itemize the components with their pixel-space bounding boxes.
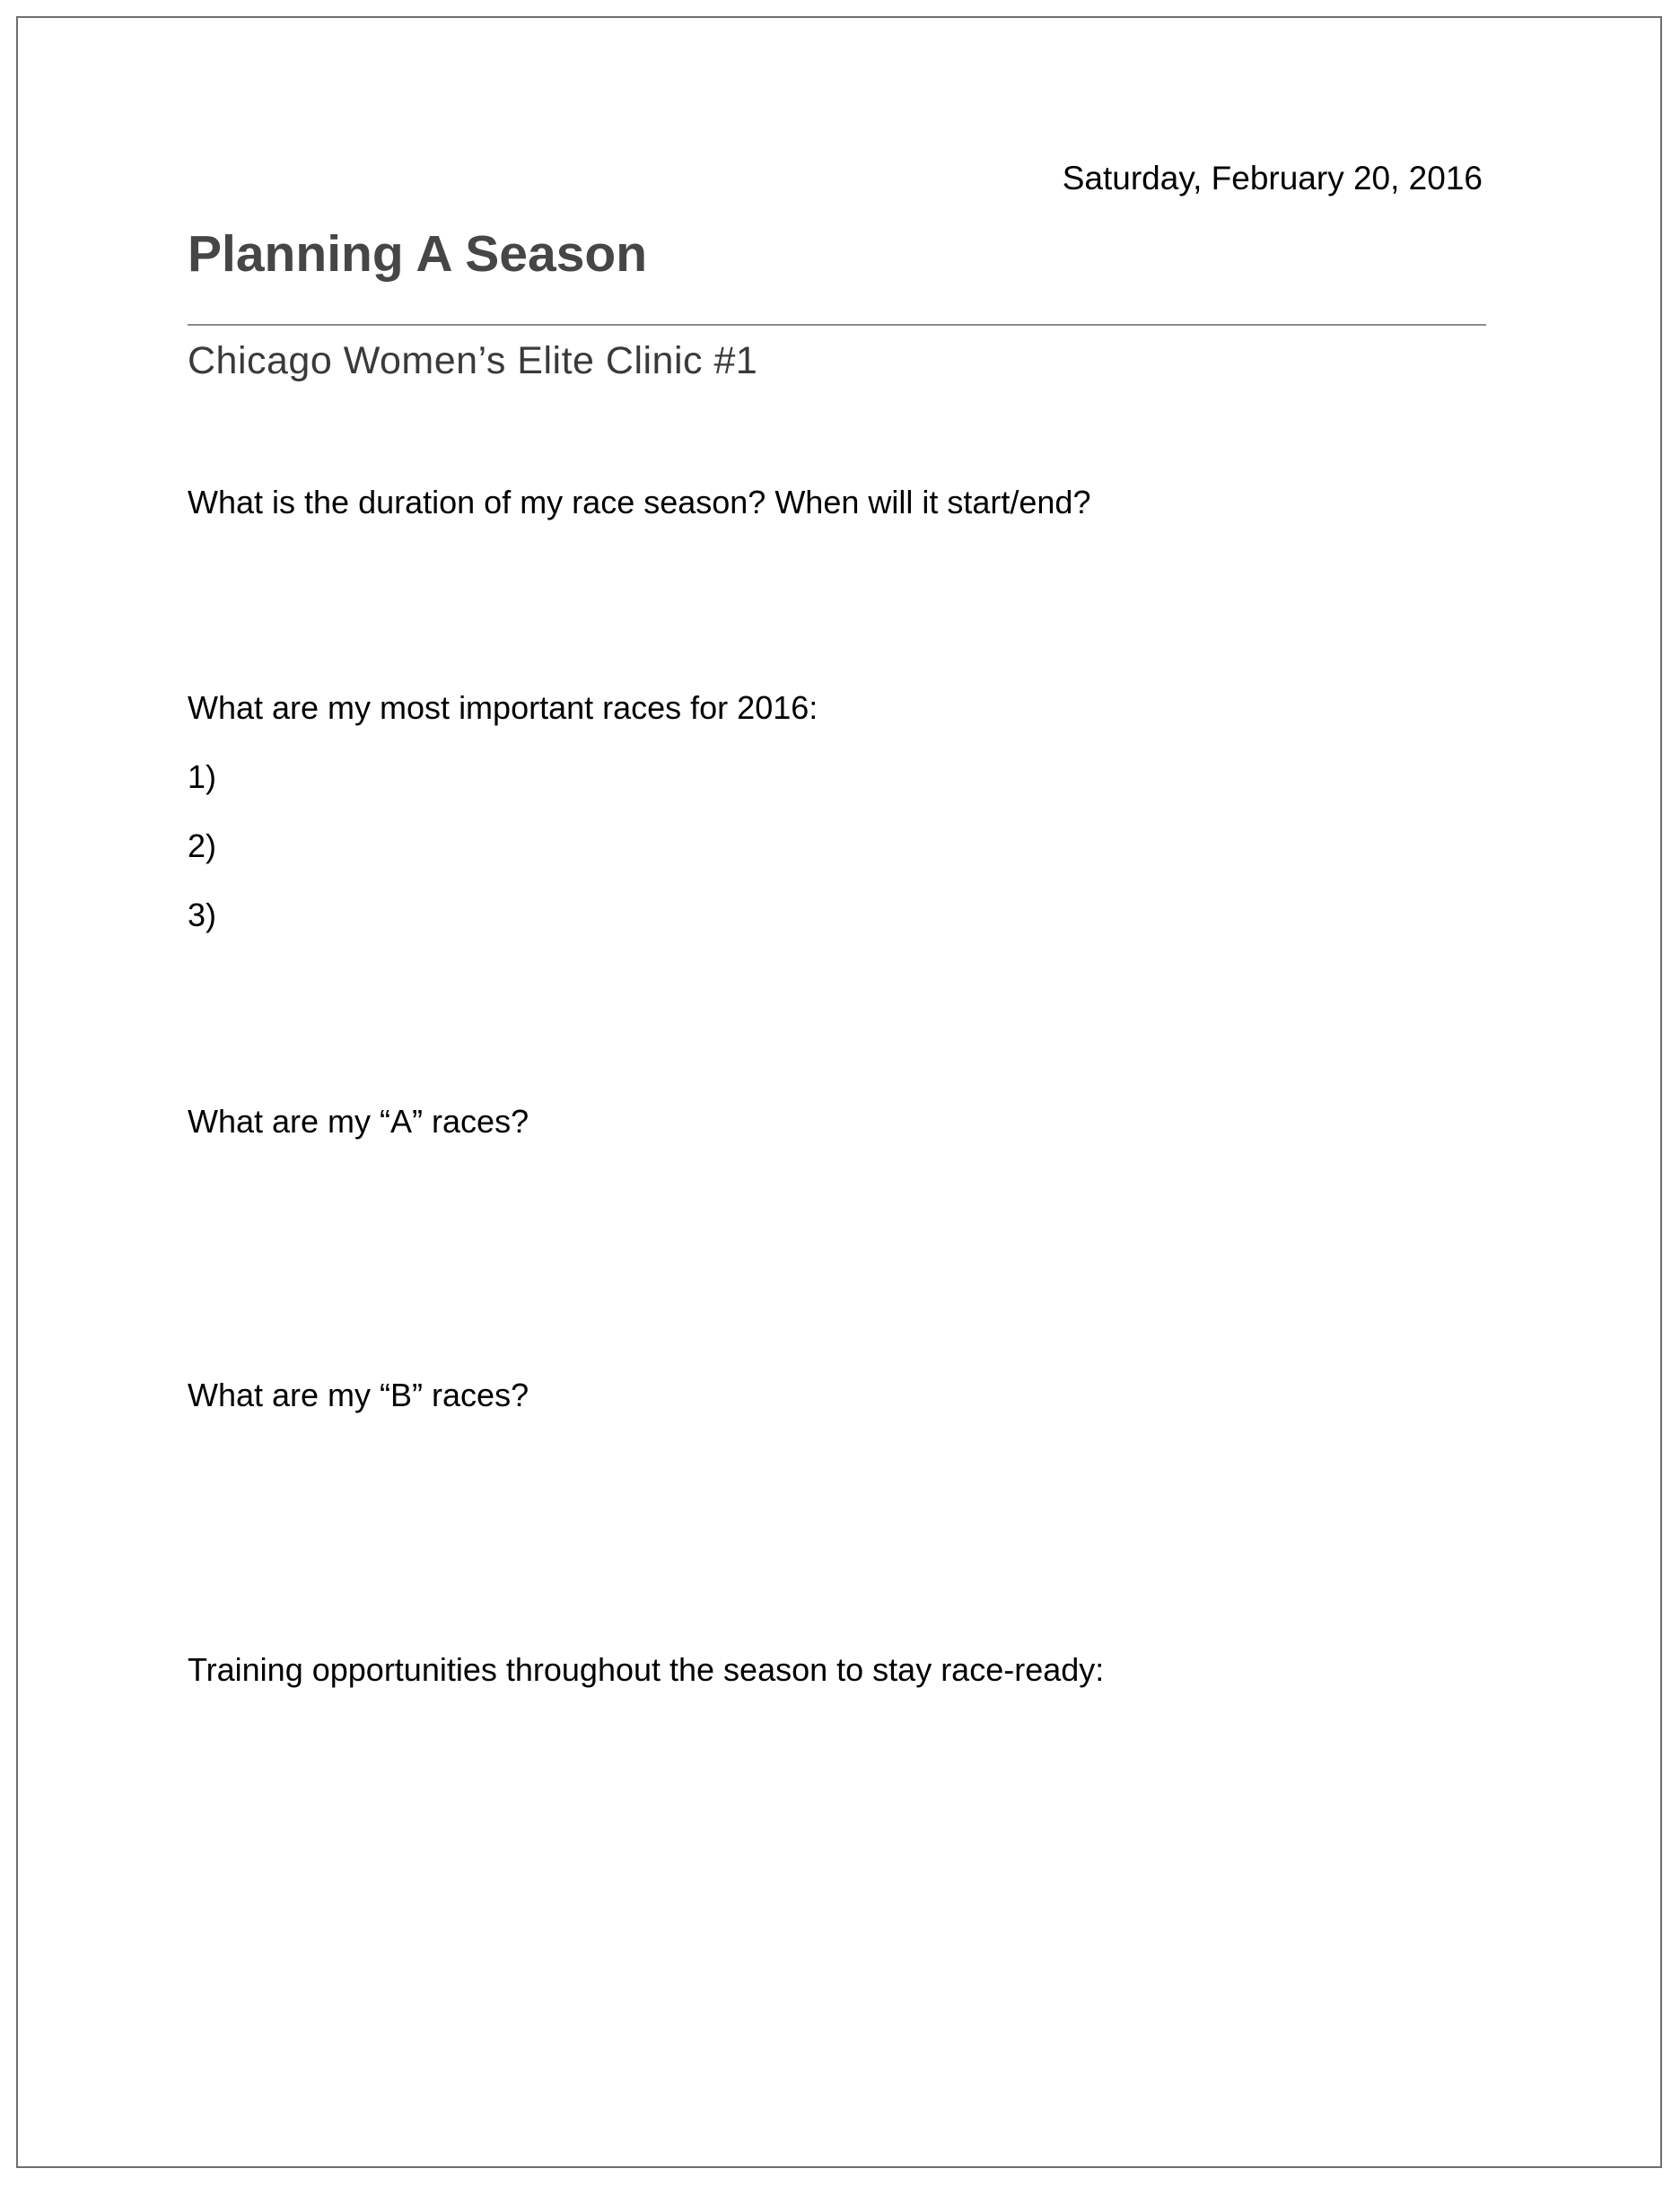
- question-important-races: What are my most important races for 2016:: [188, 689, 818, 726]
- list-item-1: 1): [188, 758, 217, 795]
- list-item-3: 3): [188, 896, 217, 933]
- list-item-2: 2): [188, 827, 217, 864]
- document-date: Saturday, February 20, 2016: [1062, 160, 1483, 197]
- page-title: Planning A Season: [188, 225, 648, 283]
- question-a-races: What are my “A” races?: [188, 1103, 529, 1140]
- title-divider: [188, 324, 1486, 326]
- question-duration: What is the duration of my race season? When will it start/end?: [188, 484, 1091, 520]
- question-training: Training opportunities throughout the season to stay race-ready:: [188, 1651, 1105, 1688]
- question-b-races: What are my “B” races?: [188, 1377, 529, 1413]
- document-page: [16, 16, 1662, 2168]
- page-subtitle: Chicago Women’s Elite Clinic #1: [188, 339, 758, 382]
